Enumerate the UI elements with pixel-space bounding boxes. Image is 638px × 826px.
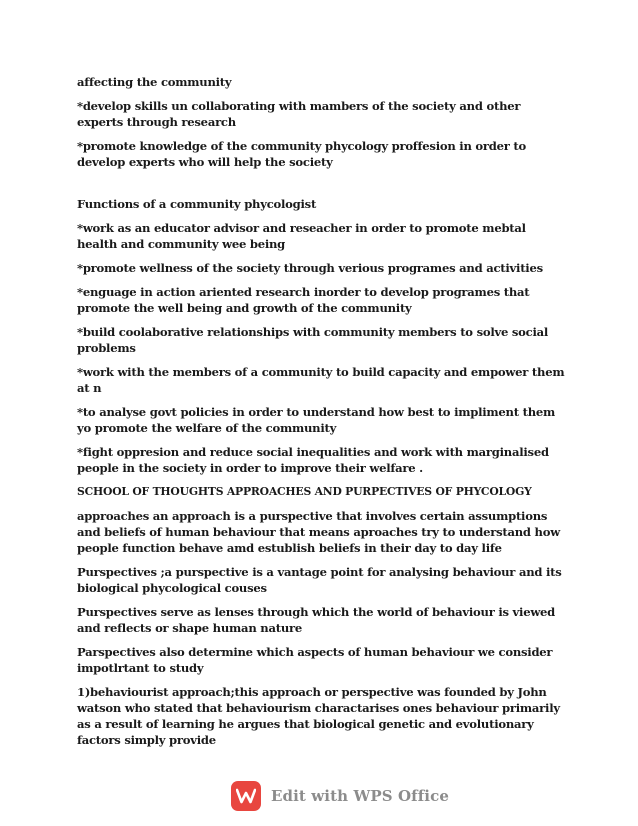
wps-watermark[interactable] <box>231 779 449 813</box>
document-body <box>77 74 567 756</box>
bullet-item: *develop skills un collaborating with mambers of the society and other experts through research <box>77 99 521 129</box>
paragraph: Purspectives ;a purspective is a vantage point for analysing behaviour and its biological phycological couses <box>77 565 562 595</box>
bullet-item: *to analyse govt policies in order to understand how best to impliment them yo promote the welfare of the community <box>77 405 556 435</box>
section-heading-caps: SCHOOL OF THOUGHTS APPROACHES AND PURPECTIVES OF PHYCOLOGY <box>77 485 532 498</box>
paragraph: affecting the community <box>77 75 232 89</box>
wps-office-logo-icon <box>231 781 261 811</box>
section-heading: Functions of a community phycologist <box>77 197 317 211</box>
watermark-text: Edit with WPS Office <box>271 787 449 805</box>
bullet-item: *build coolaborative relationships with community members to solve social problems <box>77 325 549 355</box>
bullet-item: *promote knowledge of the community phycology proffesion in order to develop experts who will help the society <box>77 139 526 169</box>
paragraph: approaches an approach is a purspective that involves certain assumptions and beliefs of human behaviour that means aproaches try to understand how people function behave amd estublish beliefs in their day to day life <box>77 509 560 555</box>
bullet-item: *fight oppresion and reduce social inequalities and work with marginalised people in the society in order to improve their welfare . <box>77 445 549 475</box>
bullet-item: *work with the members of a community to build capacity and empower them at n <box>77 365 565 395</box>
bullet-item: *enguage in action ariented research inorder to develop programes that promote the well being and growth of the community <box>77 285 530 315</box>
paragraph: Parspectives also determine which aspects of human behaviour we consider impotlrtant to study <box>77 645 553 675</box>
paragraph: 1)behaviourist approach;this approach or perspective was founded by John watson who stated that behaviourism charactarises ones behaviour primarily as a result of learning he argues that biological genetic and evolutionary factors simply provide <box>77 685 560 747</box>
bullet-item: *work as an educator advisor and reseacher in order to promote mebtal health and community wee being <box>77 221 526 251</box>
paragraph: Purspectives serve as lenses through which the world of behaviour is viewed and reflects or shape human nature <box>77 605 556 635</box>
bullet-item: *promote wellness of the society through verious programes and activities <box>77 261 543 275</box>
